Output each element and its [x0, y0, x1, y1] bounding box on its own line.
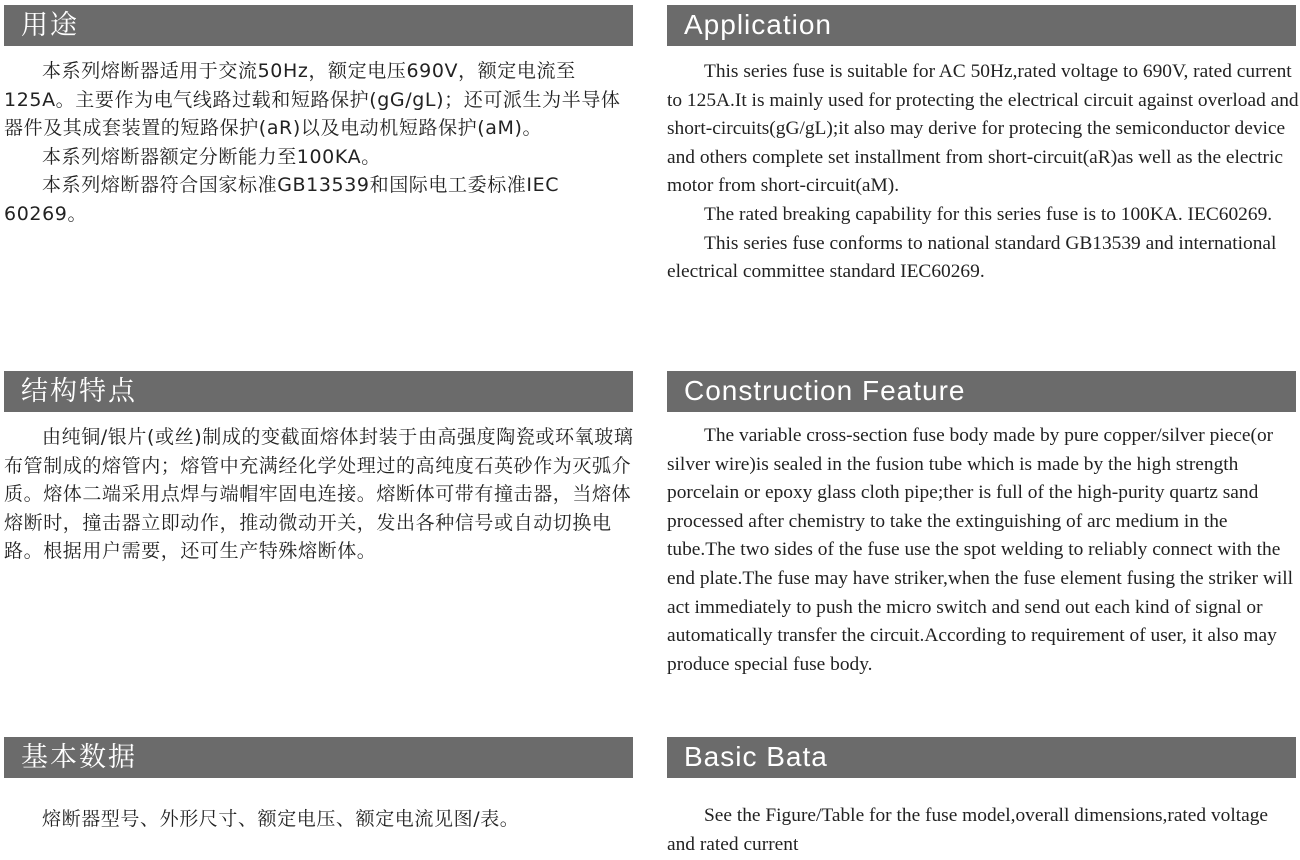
application-en-paragraph: This series fuse conforms to national standard GB13539 and international electrical committee standard IEC60269.: [667, 232, 1277, 283]
basic-data-cn-paragraph: 熔断器型号、外形尺寸、额定电压、额定电流见图/表。: [42, 808, 520, 830]
application-en-paragraph: This series fuse is suitable for AC 50Hz,rated voltage to 690V, rated current to 125A.It is mainly used for protecting the electrical circuit against overload and short-circuits(gG/gL);it also may derive for protecing the semiconductor device and others complete set installment from short-circuit(aR)as well as the electric motor from short-circuit(aM).: [667, 61, 1299, 197]
basic-data-body-cn: [4, 805, 634, 834]
section-heading-cn-application: 用途: [4, 5, 633, 46]
section-heading-cn-construction: 结构特点: [4, 371, 633, 412]
basic-data-en-paragraph: See the Figure/Table for the fuse model,overall dimensions,rated voltage and rated current: [667, 805, 1269, 855]
application-cn-paragraph: 本系列熔断器适用于交流50Hz，额定电压690V，额定电流至125A。主要作为电气线路过载和短路保护(gG/gL)；还可派生为半导体器件及其成套装置的短路保护(aR)以及电动机短路保护(aM)。: [4, 60, 621, 140]
section-heading-cn-basic-data: 基本数据: [4, 737, 633, 778]
construction-en-paragraph: The variable cross-section fuse body made by pure copper/silver piece(or silver wire)is sealed in the fusion tube which is made by the high strength porcelain or epoxy glass cloth pipe;ther is full of the high-purity quartz sand processed after chemistry to take the extinguishing of arc medium in the tube.The two sides of the fuse use the spot welding to reliably connect with the end plate.The fuse may have striker,when the fuse element fusing the striker will act immediately to push the micro switch and send out each kind of signal or automatically transfer the circuit.According to requirement of user, it also may produce special fuse body.: [667, 425, 1293, 675]
construction-body-cn: [4, 423, 634, 566]
application-cn-paragraph: 本系列熔断器符合国家标准GB13539和国际电工委标准IEC 60269。: [4, 174, 560, 225]
section-heading-en-basic-data: Basic Bata: [667, 737, 1296, 778]
section-heading-en-application: Application: [667, 5, 1296, 46]
application-en-paragraph: The rated breaking capability for this series fuse is to 100KA. IEC60269.: [704, 203, 1273, 225]
construction-cn-paragraph: 由纯铜/银片(或丝)制成的变截面熔体封装于由高强度陶瓷或环氧玻璃布管制成的熔管内；熔管中充满经化学处理过的高纯度石英砂作为灭弧介质。熔体二端采用点焊与端帽牢固电连接。熔断体可带有撞击器，当熔体熔断时，撞击器立即动作，推动微动开关，发出各种信号或自动切换电路。根据用户需要，还可生产特殊熔断体。: [4, 426, 634, 563]
application-body-en: [667, 58, 1300, 287]
construction-body-en: [667, 422, 1300, 679]
section-heading-en-construction: Construction Feature: [667, 371, 1296, 412]
application-body-cn: [4, 57, 634, 229]
basic-data-body-en: [667, 802, 1300, 859]
application-cn-paragraph: 本系列熔断器额定分断能力至100KA。: [42, 145, 381, 168]
